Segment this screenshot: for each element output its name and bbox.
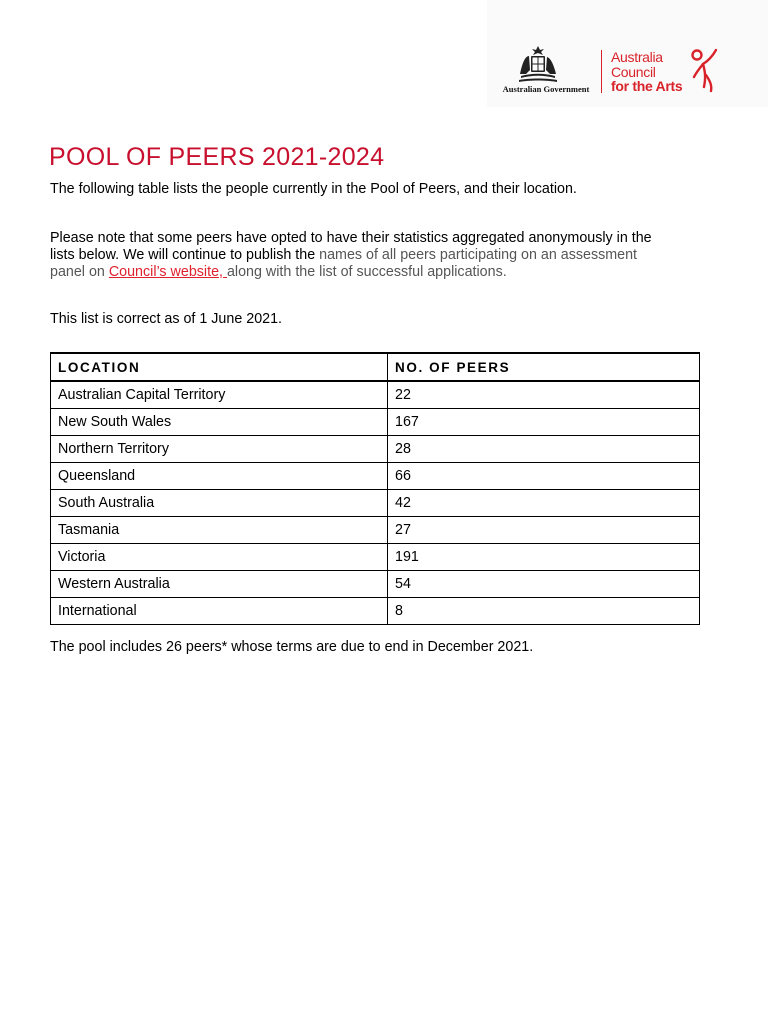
peers-count-cell: 54	[388, 571, 700, 598]
table-row	[51, 436, 700, 463]
council-logo-text	[611, 50, 682, 94]
government-label: Australian Government	[502, 84, 590, 94]
peers-table	[50, 352, 700, 625]
table-row	[51, 544, 700, 571]
location-cell: Queensland	[51, 463, 388, 490]
location-cell: Victoria	[51, 544, 388, 571]
council-line-3: for the Arts	[611, 78, 683, 94]
council-line-2: Council	[611, 63, 656, 80]
table-row	[51, 517, 700, 544]
note-line-2-text: lists below. We will continue to publish the	[50, 247, 320, 263]
page-title: POOL OF PEERS 2021-2024	[49, 143, 385, 171]
note-line-2-grey: names of all peers participating on an assessment	[319, 247, 638, 263]
table-row	[51, 490, 700, 517]
table-header-row	[51, 353, 700, 381]
peers-count-cell: 42	[388, 490, 700, 517]
table-row	[51, 571, 700, 598]
council-line-1: Australia	[611, 49, 663, 65]
as-of-date: This list is correct as of 1 June 2021.	[50, 311, 283, 327]
peers-count-cell: 167	[388, 409, 700, 436]
location-cell: Western Australia	[51, 571, 388, 598]
logo-divider	[601, 50, 602, 93]
location-column-header: LOCATION	[51, 353, 388, 381]
location-cell: New South Wales	[51, 409, 388, 436]
note-line-2	[50, 247, 652, 264]
note-line-3	[50, 264, 652, 281]
location-cell: International	[51, 598, 388, 625]
note-paragraph	[50, 230, 652, 281]
peers-count-cell: 191	[388, 544, 700, 571]
note-line-3-pre: panel on	[50, 264, 109, 280]
peers-count-cell: 8	[388, 598, 700, 625]
peers-count-cell: 27	[388, 517, 700, 544]
location-cell: Northern Territory	[51, 436, 388, 463]
location-cell: South Australia	[51, 490, 388, 517]
intro-paragraph: The following table lists the people currently in the Pool of Peers, and their location.	[50, 181, 577, 197]
location-cell: Australian Capital Territory	[51, 381, 388, 409]
australian-government-crest-icon	[517, 44, 559, 84]
dancer-figure-icon	[690, 47, 722, 93]
location-cell: Tasmania	[51, 517, 388, 544]
table-row	[51, 463, 700, 490]
note-line-3-post: along with the list of successful applications.	[226, 264, 507, 280]
table-row	[51, 598, 700, 625]
peers-count-cell: 66	[388, 463, 700, 490]
note-line-1: Please note that some peers have opted to have their statistics aggregated anonymously in the	[50, 230, 652, 246]
table-row	[51, 381, 700, 409]
council-website-link[interactable]: Council’s website,	[108, 264, 227, 280]
peers-count-cell: 28	[388, 436, 700, 463]
table-row	[51, 409, 700, 436]
peers-count-cell: 22	[388, 381, 700, 409]
peers-column-header: NO. OF PEERS	[388, 353, 700, 381]
footnote: The pool includes 26 peers* whose terms are due to end in December 2021.	[50, 639, 534, 655]
